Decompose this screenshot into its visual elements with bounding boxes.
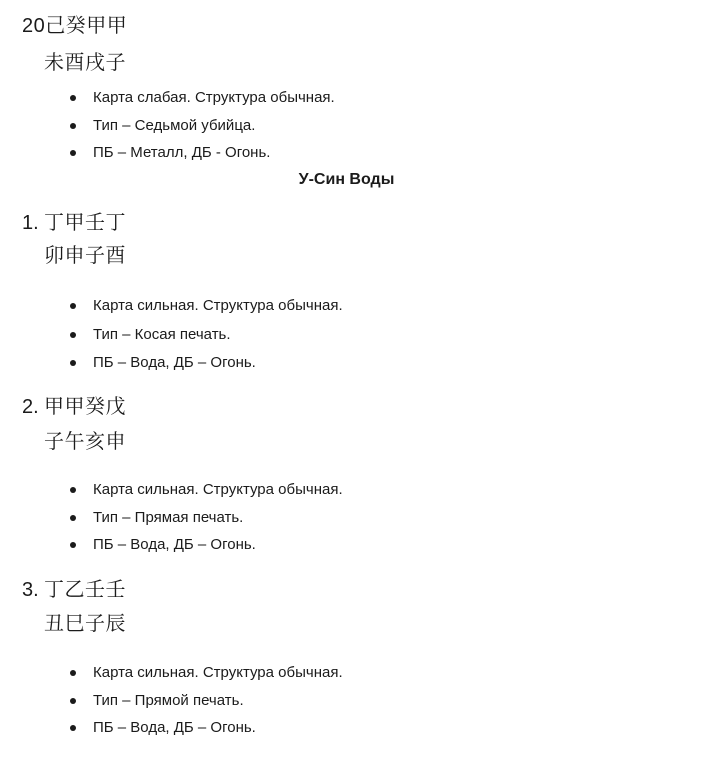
branches-text: 未酉戌子 [44,52,126,74]
bullet-text: ПБ – Вода, ДБ – Огонь. [93,536,256,553]
branches-text: 子午亥申 [44,431,126,453]
bullet-text: Карта сильная. Структура обычная. [93,297,343,314]
bullet-icon [70,332,76,338]
section-heading: У-Син Воды [298,171,395,188]
pillar-stems-line [22,579,126,601]
stems-text: 丁甲壬丁 [44,212,126,234]
list-item [93,481,343,499]
list-item [93,719,256,737]
pillar-stems-line [22,212,126,234]
list-item [93,144,270,162]
bullet-icon [70,670,76,676]
list-item [93,536,256,554]
bullet-text: Тип – Прямой печать. [93,692,244,709]
pillar-stems-line [22,396,126,418]
bullet-icon [70,487,76,493]
list-item [93,297,343,315]
bullet-icon [70,515,76,521]
bullet-text: ПБ – Вода, ДБ – Огонь. [93,354,256,371]
bullet-icon [70,725,76,731]
list-item [93,117,255,135]
bullet-icon [70,303,76,309]
list-item [93,89,335,107]
stems-text: 甲甲癸戊 [44,396,126,418]
bullet-text: Карта слабая. Структура обычная. [93,89,335,106]
branches-text: 丑巳子辰 [44,613,126,635]
bullet-text: ПБ – Вода, ДБ – Огонь. [93,719,256,736]
branches-text: 卯申子酉 [44,245,126,267]
list-item [93,664,343,682]
item-number: 1. [22,212,39,234]
bullet-icon [70,95,76,101]
stems-text: 己癸甲甲 [45,15,128,37]
list-item [93,692,244,710]
bullet-text: ПБ – Металл, ДБ - Огонь. [93,144,271,161]
bullet-text: Тип – Прямая печать. [93,509,244,526]
item-number: 20 [22,15,46,37]
bullet-icon [70,123,76,129]
list-item [93,354,256,372]
pillar-stems-line [22,15,127,37]
list-item [93,326,231,344]
stems-text: 丁乙壬壬 [44,579,126,601]
bullet-icon [70,542,76,548]
list-item [93,509,243,527]
item-number: 2. [22,396,39,418]
bullet-text: Тип – Седьмой убийца. [93,117,256,134]
bullet-icon [70,360,76,366]
bullet-text: Карта сильная. Структура обычная. [93,481,343,498]
bullet-icon [70,698,76,704]
item-number: 3. [22,579,39,601]
bullet-icon [70,150,76,156]
bullet-text: Карта сильная. Структура обычная. [93,664,343,681]
bullet-text: Тип – Косая печать. [93,326,231,343]
